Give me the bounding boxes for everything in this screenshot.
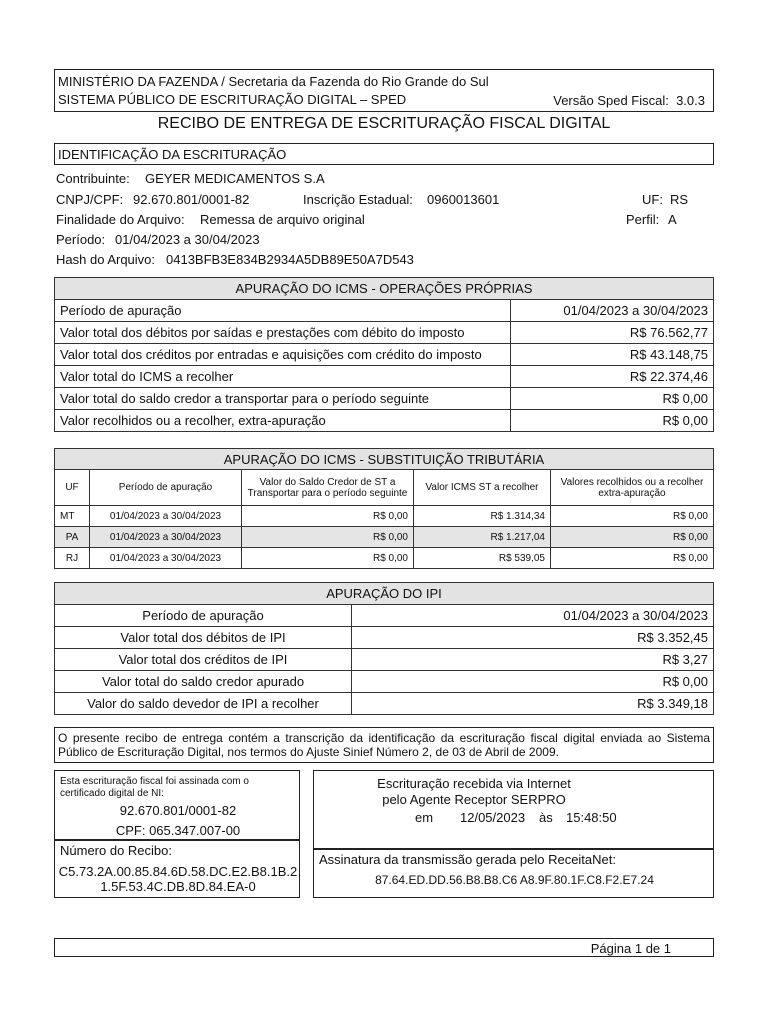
- hash-value: 0413BFB3E834B2934A5DB89E50A7D543: [166, 252, 414, 267]
- cnpj-value: 92.670.801/0001-82: [133, 192, 250, 207]
- transmission-box: [313, 849, 714, 898]
- reception-line2: pelo Agente Receptor SERPRO: [382, 792, 566, 807]
- table-row: Período de apuração 01/04/2023 a 30/04/2023: [55, 300, 714, 322]
- cnpj-label: CNPJ/CPF:: [56, 192, 124, 207]
- table-row: RJ 01/04/2023 a 30/04/2023 R$ 0,00 R$ 539,05 R$ 0,00: [55, 548, 714, 569]
- icms-st-title: APURAÇÃO DO ICMS - SUBSTITUIÇÃO TRIBUTÁRIA: [55, 449, 714, 470]
- reception-time: 15:48:50: [566, 810, 617, 825]
- table-row: Valor total dos débitos de IPI R$ 3.352,45: [55, 627, 714, 649]
- receipt-box: [54, 840, 300, 898]
- st-header-extra: Valores recolhidos ou a recolher extra-apuração: [551, 470, 714, 506]
- page-title: RECIBO DE ENTREGA DE ESCRITURAÇÃO FISCAL DIGITAL: [157, 115, 611, 132]
- reception-box: [313, 770, 714, 849]
- ie-label: Inscrição Estadual:: [303, 192, 413, 207]
- perfil-value: A: [668, 212, 677, 227]
- receipt-line2: 1.5F.53.4C.DB.8D.84.EA-0: [100, 879, 256, 894]
- transmission-label: Assinatura da transmissão gerada pelo ReceitaNet:: [319, 852, 616, 867]
- periodo-label: Período:: [56, 232, 106, 247]
- st-header-periodo: Período de apuração: [90, 470, 242, 506]
- table-row: Valor total do saldo credor apurado R$ 0,00: [55, 671, 714, 693]
- signature-box: [54, 770, 300, 840]
- ipi-table: [54, 582, 714, 715]
- legal-notice: O presente recibo de entrega contém a transcrição da identificação da escrituração fiscal digital enviada ao Sistema Público de Escrituração Digital, nos termos do Ajuste Sinief Número 2, de 03 de Abril de 2009.: [54, 727, 714, 763]
- table-row: Valor do saldo devedor de IPI a recolher R$ 3.349,18: [55, 693, 714, 715]
- table-row: Valor recolhidos ou a recolher, extra-apuração R$ 0,00: [55, 410, 714, 432]
- table-row: Valor total dos créditos por entradas e aquisições com crédito do imposto R$ 43.148,75: [55, 344, 714, 366]
- reception-em: em: [415, 810, 434, 825]
- system-line: SISTEMA PÚBLICO DE ESCRITURAÇÃO DIGITAL – SPED: [58, 92, 407, 107]
- table-row: Valor total do saldo credor a transportar para o período seguinte R$ 0,00: [55, 388, 714, 410]
- icms-proprias-title: APURAÇÃO DO ICMS - OPERAÇÕES PRÓPRIAS: [55, 278, 714, 300]
- reception-as: às: [539, 810, 553, 825]
- transmission-value: 87.64.ED.DD.56.B8.B8.C6 A8.9F.80.1F.C8.F2.E7.24: [375, 873, 654, 887]
- table-row: Período de apuração 01/04/2023 a 30/04/2023: [55, 605, 714, 627]
- signature-ni: 92.670.801/0001-82: [119, 803, 237, 818]
- signature-cpf: CPF: 065.347.007-00: [115, 823, 241, 838]
- periodo-value: 01/04/2023 a 30/04/2023: [115, 232, 260, 247]
- icms-st-table: [54, 448, 714, 569]
- sped-version: Versão Sped Fiscal: 3.0.3: [553, 93, 705, 108]
- table-row: Valor total dos débitos por saídas e prestações com débito do imposto R$ 76.562,77: [55, 322, 714, 344]
- footer-box: [54, 938, 714, 957]
- page-number: Página 1 de 1: [590, 941, 671, 956]
- st-header-saldo: Valor do Saldo Credor de ST a Transportar para o período seguinte: [242, 470, 414, 506]
- receipt-line1: C5.73.2A.00.85.84.6D.58.DC.E2.B8.1B.2: [58, 864, 298, 879]
- uf-label: UF:: [642, 192, 663, 207]
- receipt-label: Número do Recibo:: [60, 843, 172, 858]
- ie-value: 0960013601: [427, 192, 500, 207]
- contribuinte-label: Contribuinte:: [56, 171, 130, 186]
- table-row: Valor total dos créditos de IPI R$ 3,27: [55, 649, 714, 671]
- st-header-uf: UF: [55, 470, 90, 506]
- table-row: MT 01/04/2023 a 30/04/2023 R$ 0,00 R$ 1.314,34 R$ 0,00: [55, 506, 714, 527]
- reception-date: 12/05/2023: [460, 810, 526, 825]
- icms-proprias-table: [54, 277, 714, 432]
- finalidade-label: Finalidade do Arquivo:: [56, 212, 185, 227]
- reception-line1: Escrituração recebida via Internet: [377, 776, 571, 791]
- st-header-icms: Valor ICMS ST a recolher: [414, 470, 551, 506]
- hash-label: Hash do Arquivo:: [56, 252, 156, 267]
- identification-section-title: IDENTIFICAÇÃO DA ESCRITURAÇÃO: [54, 143, 714, 165]
- ipi-title: APURAÇÃO DO IPI: [55, 583, 714, 605]
- ministry-line: MINISTÉRIO DA FAZENDA / Secretaria da Fazenda do Rio Grande do Sul: [58, 74, 489, 89]
- finalidade-value: Remessa de arquivo original: [200, 212, 365, 227]
- header-box: [54, 69, 714, 112]
- contribuinte-value: GEYER MEDICAMENTOS S.A: [145, 171, 325, 186]
- uf-value: RS: [670, 192, 689, 207]
- table-row: PA 01/04/2023 a 30/04/2023 R$ 0,00 R$ 1.217,04 R$ 0,00: [55, 527, 714, 548]
- table-row: Valor total do ICMS a recolher R$ 22.374,46: [55, 366, 714, 388]
- perfil-label: Perfil:: [626, 212, 660, 227]
- signature-intro: Esta escrituração fiscal foi assinada com o certificado digital de NI:: [60, 776, 249, 799]
